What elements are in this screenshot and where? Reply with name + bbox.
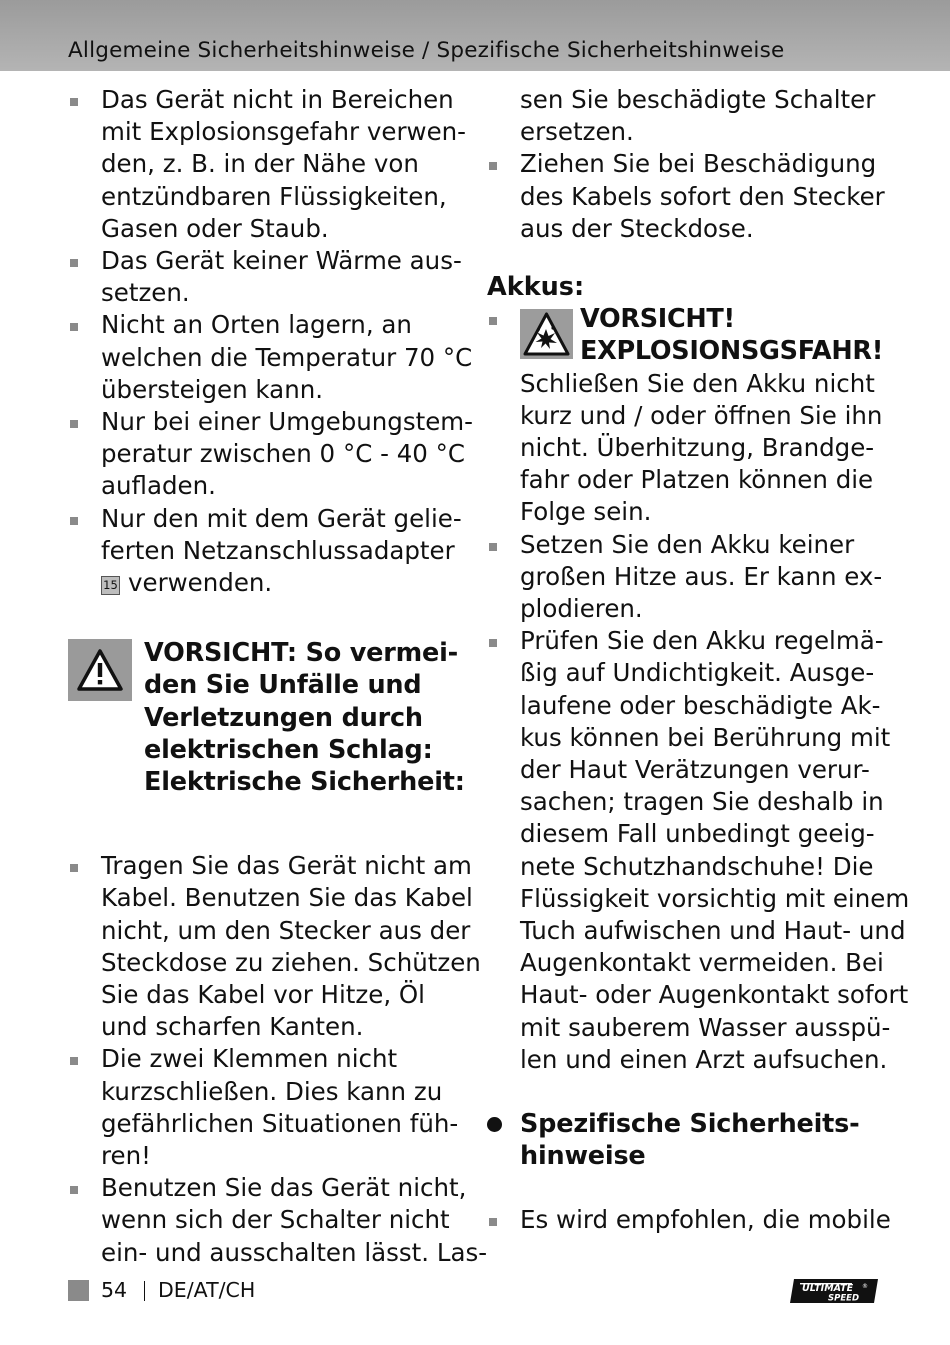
bullet-square-icon (70, 323, 78, 331)
bullet-square-icon (70, 1186, 78, 1194)
warning-text: VORSICHT: So vermei- den Sie Unfälle und Verletzungen durch elektrischen Schlag: Elektrische Sicherheit: (144, 638, 465, 798)
akkus-heading: Akkus: (487, 272, 585, 303)
list-item: Die zwei Klemmen nicht kurzschließen. Dies kann zu gefährlichen Situationen füh- ren! (68, 1043, 468, 1172)
bullet-square-icon (70, 517, 78, 525)
list-item: Tragen Sie das Gerät nicht am Kabel. Benutzen Sie das Kabel nicht, um den Stecker aus der Steckdose zu ziehen. Schützen Sie das Kabel vor Hitze, Öl und scharfen Kanten. (68, 850, 468, 1043)
left-list-bottom (68, 850, 488, 1269)
list-item: Das Gerät nicht in Bereichen mit Explosionsgefahr verwen- den, z. B. in der Nähe von entzündbaren Flüssigkeiten, Gasen oder Staub. (68, 84, 468, 245)
logo-text-bottom: SPEED (828, 1293, 860, 1304)
right-list-top (487, 148, 907, 245)
bullet-square-icon (70, 259, 78, 267)
list-item: Nur den mit dem Gerät gelie- ferten Netzanschlussadapter 15 verwenden. (68, 503, 468, 600)
specific-list (487, 1204, 907, 1236)
bullet-square-icon (70, 98, 78, 106)
brand-logo (788, 1277, 880, 1309)
bullet-square-icon (489, 543, 497, 551)
footer-divider (144, 1281, 145, 1301)
bullet-square-icon (70, 420, 78, 428)
bullet-square-icon (489, 639, 497, 647)
list-item: Ziehen Sie bei Beschädigung des Kabels sofort den Stecker aus der Steckdose. (487, 148, 907, 245)
caution-item: VORSICHT! EXPLOSIONSGSFAHR! Schließen Sie den Akku nicht kurz und / oder öffnen Sie ihn nicht. Überhitzung, Brandge- fahr oder Platzen können die Folge sein. (487, 303, 907, 528)
list-item: Nur bei einer Umgebungstem- peratur zwischen 0 °C - 40 °C aufladen. (68, 406, 468, 503)
bullet-square-icon (70, 1057, 78, 1065)
electrical-warning (68, 637, 468, 802)
bullet-square-icon (70, 864, 78, 872)
header-bar (0, 0, 950, 71)
warning-triangle-icon (68, 639, 132, 701)
left-column (68, 84, 488, 1269)
logo-registered: ® (862, 1283, 868, 1290)
akkus-list (487, 529, 910, 1076)
bullet-square-icon (489, 1218, 497, 1226)
logo-text-top: ULTIMATE (802, 1283, 854, 1294)
header-title: Allgemeine Sicherheitshinweise / Spezifische Sicherheitshinweise (68, 38, 785, 63)
list-item: Prüfen Sie den Akku regelmä- ßig auf Undichtigkeit. Ausge- laufene oder beschädigte Ak- kus können bei Berührung mit der Haut Verätzungen verur- sachen; tragen Sie deshalb in diesem Fall unbedingt geeig- nete Schutzhandschuhe! Die Flüssigkeit vorsichtig mit einem Tuch aufwischen und Haut- und Augenkontakt vermeiden. Bei Haut- oder Augenkontakt sofort mit sauberem Wasser ausspü- len und einen Arzt aufsuchen. (487, 625, 907, 1076)
right-column (487, 84, 910, 1237)
list-item: Es wird empfohlen, die mobile (487, 1204, 907, 1236)
caution-heading: VORSICHT! EXPLOSIONSGSFAHR! (520, 303, 907, 367)
left-list-top (68, 84, 474, 599)
region-label: DE/AT/CH (158, 1278, 256, 1302)
bullet-dot-icon (487, 1117, 502, 1132)
list-item: Nicht an Orten lagern, an welchen die Temperatur 70 °C übersteigen kann. (68, 309, 468, 406)
page-number: 54 (101, 1278, 128, 1302)
part-number-badge: 15 (101, 576, 120, 595)
list-item: Das Gerät keiner Wärme aus- setzen. (68, 245, 468, 309)
continued-text: sen Sie beschädigte Schalter ersetzen. (520, 85, 876, 147)
list-item: Setzen Sie den Akku keiner großen Hitze aus. Er kann ex- plodieren. (487, 529, 907, 626)
explosion-hazard-icon (520, 309, 573, 359)
section-heading-specific-safety: Spezifische Sicherheits- hinweise (487, 1108, 907, 1172)
bullet-square-icon (489, 162, 497, 170)
list-item: Benutzen Sie das Gerät nicht, wenn sich der Schalter nicht ein- und ausschalten lässt. Las- (68, 1172, 468, 1269)
footer-square-icon (68, 1280, 89, 1301)
bullet-square-icon (489, 317, 497, 325)
